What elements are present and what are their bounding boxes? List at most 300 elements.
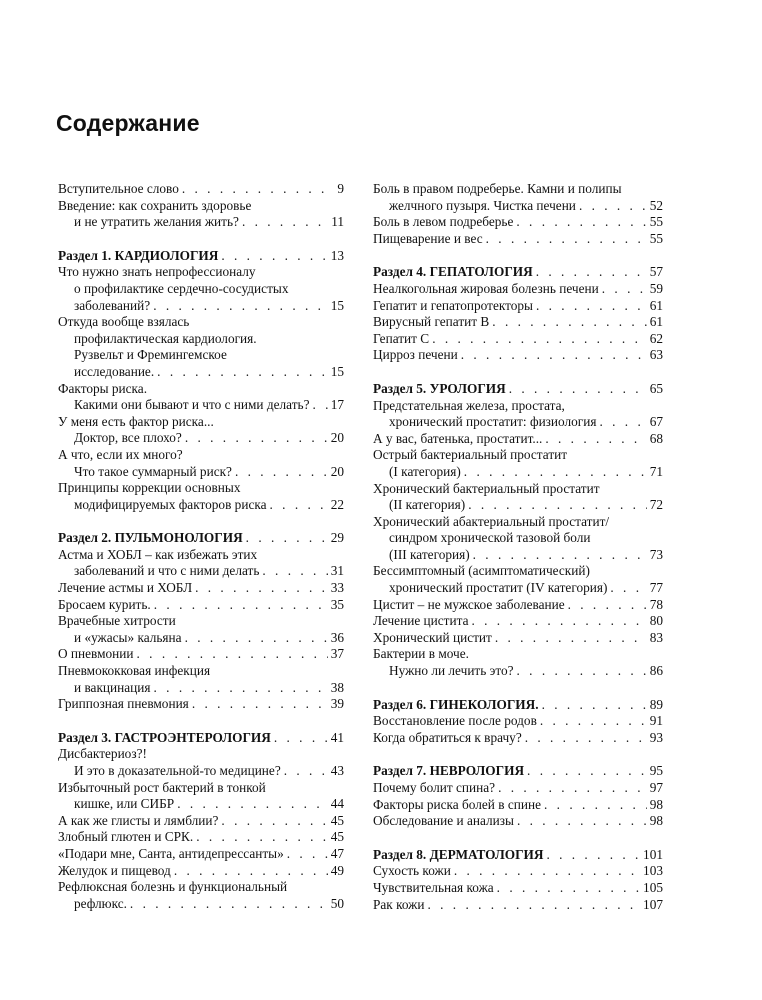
toc-entry-last-line <box>58 430 344 447</box>
toc-entry-line: Бессимптомный (асимптоматический) <box>373 563 590 579</box>
toc-group <box>373 697 663 747</box>
toc-entry-label: и вакцинация <box>74 679 151 695</box>
toc-entry-label: кишке, или СИБР <box>74 796 175 812</box>
dot-leader <box>246 530 328 547</box>
dot-leader <box>284 763 328 780</box>
toc-entry-label: Пищеварение и вес <box>373 230 483 246</box>
dot-leader <box>461 347 647 364</box>
toc-entry-label: Цистит – не мужское заболевание <box>373 596 565 612</box>
toc-entry-line: синдром хронической тазовой боли <box>389 530 591 546</box>
page-number: 17 <box>330 397 344 413</box>
toc-entry[interactable] <box>58 846 344 863</box>
page-number: 39 <box>330 696 344 712</box>
toc-entry-label: желчного пузыря. Чистка печени <box>389 197 576 213</box>
toc-entry-label: Неалкогольная жировая болезнь печени <box>373 280 599 296</box>
toc-entry-label: Факторы риска болей в спине <box>373 796 542 812</box>
dot-leader <box>235 464 328 481</box>
toc-entry-last-line <box>373 331 663 348</box>
page-number: 52 <box>649 197 663 213</box>
page-number: 45 <box>330 829 344 845</box>
toc-entry-line: Принципы коррекции основных <box>58 480 241 496</box>
toc-section-heading[interactable] <box>373 697 663 714</box>
toc-entry-last-line <box>58 464 344 481</box>
toc-entry-last-line <box>58 630 344 647</box>
page-number: 22 <box>330 496 344 512</box>
toc-entry-line: Введение: как сохранить здоровье <box>58 197 252 213</box>
toc-entry[interactable] <box>373 398 663 431</box>
toc-entry-line: Бактерии в моче. <box>373 646 469 662</box>
page-number: 89 <box>649 696 663 712</box>
toc-entry[interactable] <box>373 298 663 315</box>
toc-entry-last-line <box>58 298 344 315</box>
toc-entry-label: Раздел 1. КАРДИОЛОГИЯ <box>58 247 219 263</box>
page-number: 95 <box>649 763 663 779</box>
toc-entry-line: Дисбактериоз?! <box>58 746 147 762</box>
toc-entry-line: Врачебные хитрости <box>58 613 176 629</box>
page-number: 83 <box>649 629 663 645</box>
toc-entry-label: хронический простатит (IV категория) <box>389 580 608 596</box>
toc-entry-label: Какими они бывают и что с ними делать? <box>74 397 310 413</box>
dot-leader <box>495 630 647 647</box>
toc-entry-last-line <box>373 264 663 281</box>
page-number: 61 <box>649 297 663 313</box>
toc-entry-last-line <box>373 231 663 248</box>
page-number: 49 <box>330 862 344 878</box>
dot-leader <box>157 364 328 381</box>
toc-entry-label: (I категория) <box>389 463 461 479</box>
toc-entry-line: Пневмококковая инфекция <box>58 663 211 679</box>
toc-entry-label: Рак кожи <box>373 896 425 912</box>
toc-entry-line: Хронический абактериальный простатит/ <box>373 513 610 529</box>
page-number: 55 <box>649 230 663 246</box>
toc-entry-label: (III категория) <box>389 546 470 562</box>
toc-entry-label: Раздел 5. УРОЛОГИЯ <box>373 380 506 396</box>
page-number: 65 <box>649 380 663 396</box>
toc-entry-last-line <box>58 497 344 514</box>
toc-entry-label: Восстановление после родов <box>373 713 537 729</box>
page-number: 13 <box>330 247 344 263</box>
toc-entry-label: Раздел 4. ГЕПАТОЛОГИЯ <box>373 264 533 280</box>
toc-column-right <box>373 181 663 930</box>
dot-leader <box>137 646 328 663</box>
dot-leader <box>525 730 647 747</box>
toc-entry-line: Хронический бактериальный простатит <box>373 480 600 496</box>
toc-entry-label: Бросаем курить. <box>58 596 151 612</box>
toc-entry-label: Гепатит С <box>373 330 430 346</box>
dot-leader <box>464 464 647 481</box>
toc-entry-last-line <box>373 780 663 797</box>
toc-entry-last-line <box>58 730 344 747</box>
toc-section-heading[interactable] <box>58 730 344 747</box>
toc-entry-label: Вступительное слово <box>58 181 179 196</box>
toc-entry-label: Раздел 6. ГИНЕКОЛОГИЯ. <box>373 696 539 712</box>
page-number: 91 <box>649 713 663 729</box>
toc-entry[interactable] <box>373 331 663 348</box>
toc-entry[interactable] <box>373 897 663 914</box>
page-number: 105 <box>643 879 663 895</box>
toc-entry-last-line <box>373 464 663 481</box>
dot-leader <box>471 613 646 630</box>
toc-entry-last-line <box>58 680 344 697</box>
toc-entry[interactable] <box>373 231 663 248</box>
toc-entry[interactable] <box>58 613 344 646</box>
toc-entry-last-line <box>373 214 663 231</box>
dot-leader <box>602 281 647 298</box>
dot-leader <box>468 497 646 514</box>
page-number: 93 <box>649 729 663 745</box>
toc-section-heading[interactable] <box>373 763 663 780</box>
toc-group <box>58 248 344 514</box>
toc-entry-line: о профилактике сердечно-сосудистых <box>74 280 289 296</box>
toc-entry-line: профилактическая кардиология. <box>74 330 257 346</box>
page-number: 68 <box>649 430 663 446</box>
dot-leader <box>182 181 334 198</box>
toc-entry[interactable] <box>373 447 663 480</box>
page-number: 107 <box>643 896 663 912</box>
toc-entry[interactable] <box>373 431 663 448</box>
dot-leader <box>536 298 647 315</box>
toc-entry-label: Лечение цистита <box>373 613 469 629</box>
toc-entry-last-line <box>373 763 663 780</box>
toc-entry[interactable] <box>373 730 663 747</box>
page-number: 77 <box>649 580 663 596</box>
toc-entry-label: Раздел 2. ПУЛЬМОНОЛОГИЯ <box>58 530 243 546</box>
dot-leader <box>546 847 640 864</box>
toc-entry[interactable] <box>373 563 663 596</box>
toc-entry[interactable] <box>58 663 344 696</box>
page-number: 97 <box>649 780 663 795</box>
toc-entry-line: У меня есть фактор риска... <box>58 413 214 429</box>
toc-entry-last-line <box>373 497 663 514</box>
toc-entry-last-line <box>58 397 344 414</box>
toc-entry[interactable] <box>58 447 344 480</box>
page-number: 86 <box>649 663 663 679</box>
page-number: 31 <box>330 563 344 579</box>
toc-entry-last-line <box>373 713 663 730</box>
dot-leader <box>544 797 647 814</box>
toc-entry-last-line <box>58 181 344 198</box>
toc-entry-last-line <box>58 846 344 863</box>
toc-entry-line: Что нужно знать непрофессионалу <box>58 264 256 280</box>
toc-entry-last-line <box>58 796 344 813</box>
toc-entry-last-line <box>373 597 663 614</box>
toc-group <box>373 847 663 913</box>
toc-group <box>58 181 344 231</box>
page-number: 57 <box>649 264 663 280</box>
page-number: 78 <box>649 596 663 612</box>
toc-entry[interactable] <box>373 646 663 679</box>
dot-leader <box>270 497 328 514</box>
dot-leader <box>527 763 647 780</box>
toc-entry-last-line <box>373 347 663 364</box>
toc-entry-label: И это в доказательной-то медицине? <box>74 763 281 778</box>
page-number: 37 <box>330 646 344 662</box>
toc-entry-last-line <box>58 248 344 265</box>
page-number: 55 <box>649 214 663 230</box>
page-number: 33 <box>330 580 344 596</box>
toc-section-heading[interactable] <box>58 248 344 265</box>
toc-entry-label: Желудок и пищевод <box>58 862 171 878</box>
toc-entry-label: модифицируемых факторов риска <box>74 496 267 512</box>
toc-entry-label: Почему болит спина? <box>373 780 496 795</box>
toc-entry[interactable] <box>58 580 344 597</box>
toc-entry-last-line <box>58 763 344 780</box>
toc-entry-last-line <box>58 563 344 580</box>
dot-leader <box>130 896 328 913</box>
page-number: 20 <box>330 430 344 446</box>
toc-entry[interactable] <box>373 630 663 647</box>
toc-entry-last-line <box>373 314 663 331</box>
toc-entry-label: Лечение астмы и ХОБЛ <box>58 580 193 596</box>
toc-entry-line: Откуда вообще взялась <box>58 314 190 330</box>
toc-entry-last-line <box>373 381 663 398</box>
toc-entry-line: Астма и ХОБЛ – как избежать этих <box>58 546 258 562</box>
toc-entry-label: Хронический цистит <box>373 629 492 645</box>
toc-entry-last-line <box>373 630 663 647</box>
toc-entry-last-line <box>58 580 344 597</box>
page-number: 41 <box>330 729 344 745</box>
toc-group <box>373 264 663 364</box>
toc-entry-last-line <box>58 829 344 846</box>
page-title: Содержание <box>56 110 200 136</box>
page-number: 35 <box>330 596 344 612</box>
dot-leader <box>600 414 647 431</box>
dot-leader <box>497 880 640 897</box>
toc-entry-last-line <box>373 880 663 897</box>
page-number: 29 <box>330 530 344 546</box>
toc-entry[interactable] <box>58 547 344 580</box>
page-number: 11 <box>331 214 344 230</box>
page-number: 36 <box>330 629 344 645</box>
dot-leader <box>536 264 647 281</box>
dot-leader <box>540 713 647 730</box>
page-number: 72 <box>649 497 663 513</box>
toc-entry[interactable] <box>58 181 344 198</box>
toc-section-heading[interactable] <box>58 530 344 547</box>
toc-entry-last-line <box>373 298 663 315</box>
toc-entry[interactable] <box>58 480 344 513</box>
toc-entry[interactable] <box>58 381 344 414</box>
toc-section-heading[interactable] <box>373 264 663 281</box>
toc-entry-last-line <box>373 863 663 880</box>
dot-leader <box>154 680 328 697</box>
toc-entry-last-line <box>58 863 344 880</box>
dot-leader <box>177 796 328 813</box>
toc-entry[interactable] <box>373 514 663 564</box>
toc-entry[interactable] <box>58 414 344 447</box>
toc-entry[interactable] <box>58 780 344 813</box>
dot-leader <box>174 863 328 880</box>
dot-leader <box>545 431 646 448</box>
toc-entry-label: Гриппозная пневмония <box>58 696 189 712</box>
dot-leader <box>568 597 647 614</box>
toc-entry[interactable] <box>373 797 663 814</box>
toc-entry-line: Избыточный рост бактерий в тонкой <box>58 779 266 795</box>
toc-entry[interactable] <box>58 646 344 663</box>
toc-entry[interactable] <box>58 813 344 830</box>
toc-entry-label: заболеваний? <box>74 297 151 313</box>
toc-entry-label: Доктор, все плохо? <box>74 430 182 446</box>
toc-entry[interactable] <box>58 597 344 614</box>
page-number: 50 <box>330 895 344 911</box>
dot-leader <box>498 780 647 797</box>
toc-entry[interactable] <box>58 696 344 713</box>
toc-entry[interactable] <box>373 713 663 730</box>
toc-entry[interactable] <box>58 198 344 231</box>
toc-entry[interactable] <box>373 214 663 231</box>
toc-entry-label: и «ужасы» кальяна <box>74 629 182 645</box>
dot-leader <box>287 846 328 863</box>
dot-leader <box>262 563 327 580</box>
toc-entry-label: и не утратить желания жить? <box>74 214 239 230</box>
dot-leader <box>509 381 647 398</box>
page-number: 15 <box>330 363 344 379</box>
toc-entry-label: Боль в левом подреберье <box>373 214 514 230</box>
toc-entry-last-line <box>373 847 663 864</box>
toc-entry-label: Нужно ли лечить это? <box>389 663 514 679</box>
toc-entry-label: Гепатит и гепатопротекторы <box>373 297 533 313</box>
page-number: 59 <box>649 280 663 296</box>
page-number: 71 <box>649 463 663 479</box>
toc-column-left <box>58 181 344 929</box>
toc-entry-last-line <box>58 896 344 913</box>
dot-leader <box>242 214 328 231</box>
toc-entry-label: А у вас, батенька, простатит... <box>373 430 543 446</box>
toc-entry-last-line <box>373 897 663 914</box>
page-number: 45 <box>330 812 344 828</box>
toc-entry-label: Что такое суммарный риск? <box>74 463 232 479</box>
dot-leader <box>153 298 328 315</box>
dot-leader <box>195 580 328 597</box>
toc-entry-label: Сухость кожи <box>373 863 451 879</box>
toc-entry-label: Раздел 8. ДЕРМАТОЛОГИЯ <box>373 846 544 862</box>
toc-entry[interactable] <box>373 613 663 630</box>
toc-group <box>58 730 344 913</box>
page-number: 98 <box>649 796 663 812</box>
dot-leader <box>579 198 647 215</box>
toc-entry-label: рефлюкс. <box>74 895 127 911</box>
toc-entry-last-line <box>58 364 344 381</box>
toc-entry-last-line <box>58 813 344 830</box>
toc-entry-label: хронический простатит: физиология <box>389 414 597 430</box>
toc-entry-label: заболеваний и что с ними делать <box>74 563 260 579</box>
toc-entry-last-line <box>58 646 344 663</box>
toc-entry[interactable] <box>373 481 663 514</box>
toc-entry-last-line <box>58 530 344 547</box>
toc-entry[interactable] <box>373 813 663 830</box>
page-number: 67 <box>649 414 663 430</box>
toc-entry-last-line <box>58 696 344 713</box>
toc-entry-line: Рефлюксная болезнь и функциональный <box>58 879 288 895</box>
dot-leader <box>486 231 647 248</box>
dot-leader <box>610 580 646 597</box>
toc-section-heading[interactable] <box>373 381 663 398</box>
toc-entry-last-line <box>373 414 663 431</box>
page-number: 61 <box>649 314 663 330</box>
dot-leader <box>517 813 647 830</box>
toc-entry-label: А как же глисты и лямблии? <box>58 812 219 828</box>
toc-entry[interactable] <box>58 314 344 380</box>
page-number: 9 <box>337 181 344 196</box>
toc-entry[interactable] <box>58 863 344 880</box>
toc-entry-label: О пневмонии <box>58 646 134 662</box>
page-number: 73 <box>649 546 663 562</box>
toc-entry-line: Факторы риска. <box>58 380 148 396</box>
toc-entry[interactable] <box>373 780 663 797</box>
toc-entry[interactable] <box>58 746 344 779</box>
toc-entry[interactable] <box>373 181 663 214</box>
dot-leader <box>192 696 328 713</box>
toc-group <box>373 763 663 829</box>
toc-entry[interactable] <box>373 863 663 880</box>
page-number: 62 <box>649 330 663 346</box>
page-number: 63 <box>649 347 663 363</box>
toc-entry-last-line <box>373 198 663 215</box>
toc-entry-last-line <box>373 431 663 448</box>
page-number: 101 <box>643 846 663 862</box>
toc-entry-label: исследование. <box>74 363 155 379</box>
dot-leader <box>313 397 328 414</box>
dot-leader <box>185 430 328 447</box>
dot-leader <box>432 331 647 348</box>
toc-entry-label: Раздел 3. ГАСТРОЭНТЕРОЛОГИЯ <box>58 729 271 745</box>
page-number: 44 <box>330 796 344 812</box>
toc-entry[interactable] <box>58 829 344 846</box>
toc-section-heading[interactable] <box>373 847 663 864</box>
toc-entry-label: Злобный глютен и СРК. <box>58 829 194 845</box>
toc-entry[interactable] <box>58 264 344 314</box>
toc-entry-last-line <box>373 281 663 298</box>
toc-entry-last-line <box>373 613 663 630</box>
toc-entry[interactable] <box>373 880 663 897</box>
toc-entry-line: Боль в правом подреберье. Камни и полипы <box>373 181 622 196</box>
toc-entry-last-line <box>373 547 663 564</box>
dot-leader <box>196 829 327 846</box>
toc-entry[interactable] <box>373 347 663 364</box>
toc-entry[interactable] <box>58 879 344 912</box>
dot-leader <box>517 663 647 680</box>
toc-entry-label: Чувствительная кожа <box>373 879 494 895</box>
toc-group <box>373 381 663 680</box>
toc-entry-last-line <box>373 580 663 597</box>
toc-entry-label: «Подари мне, Санта, антидепрессанты» <box>58 845 284 861</box>
toc-entry-last-line <box>58 597 344 614</box>
toc-entry-last-line <box>373 663 663 680</box>
toc-group <box>58 530 344 713</box>
toc-entry-label: Когда обратиться к врачу? <box>373 729 522 745</box>
toc-entry-label: Цирроз печени <box>373 347 458 363</box>
toc-entry-line: А что, если их много? <box>58 446 183 462</box>
toc-entry[interactable] <box>373 597 663 614</box>
page-number: 15 <box>330 297 344 313</box>
dot-leader <box>542 697 647 714</box>
page-number: 98 <box>649 813 663 829</box>
dot-leader <box>221 813 327 830</box>
toc-entry-line: Рузвельт и Фремингемское <box>74 347 227 363</box>
toc-entry[interactable] <box>373 281 663 298</box>
dot-leader <box>492 314 646 331</box>
dot-leader <box>274 730 328 747</box>
dot-leader <box>185 630 328 647</box>
page-number: 47 <box>330 845 344 861</box>
toc-group <box>373 181 663 247</box>
toc-entry[interactable] <box>373 314 663 331</box>
dot-leader <box>154 597 328 614</box>
page-number: 20 <box>330 463 344 479</box>
toc-entry-last-line <box>373 730 663 747</box>
page-number: 43 <box>330 763 344 778</box>
dot-leader <box>473 547 647 564</box>
